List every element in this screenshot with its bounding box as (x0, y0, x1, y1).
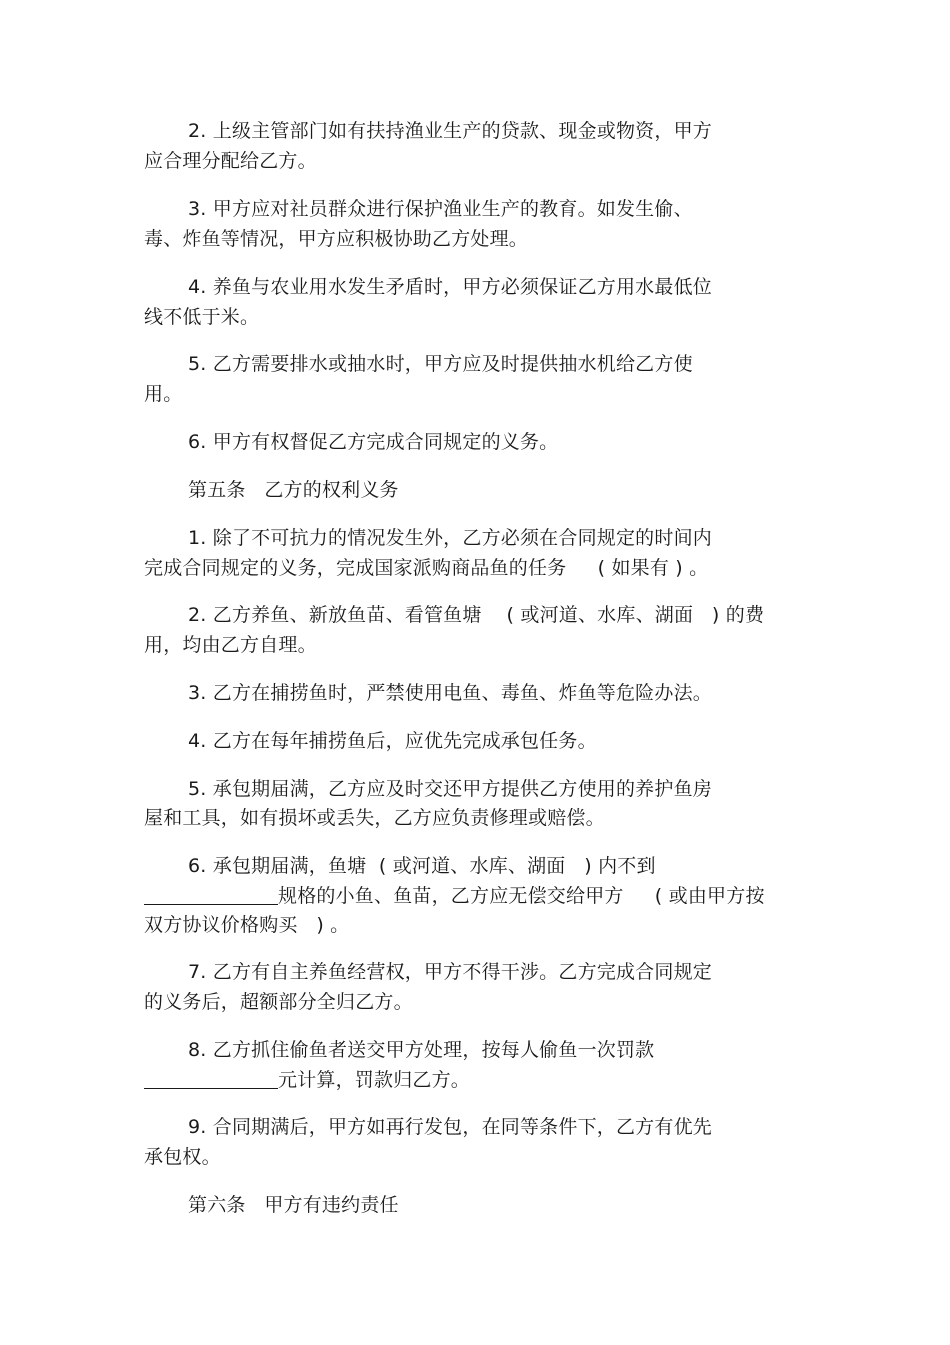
paragraph-line: 1. 除了不可抗力的情况发生外，乙方必须在合同规定的时间内 (188, 527, 712, 549)
paragraph-text: 元计算，罚款归乙方。 (278, 1069, 471, 1091)
paragraph-line: 应合理分配给乙方。 (144, 150, 317, 172)
paragraph-line-with-blank (144, 884, 765, 908)
paragraph-line: 6. 承包期届满，鱼塘 ( 或河道、水库、湖面 ) 内不到 (188, 855, 656, 877)
paragraph-line: 2. 乙方养鱼、新放鱼苗、看管鱼塘 ( 或河道、水库、湖面 ) 的费 (188, 604, 765, 626)
fill-in-blank[interactable] (144, 884, 278, 905)
paragraph-line: 的义务后，超额部分全归乙方。 (144, 991, 413, 1013)
paragraph-line-with-blank (144, 1068, 470, 1092)
paragraph-line: 4. 养鱼与农业用水发生矛盾时，甲方必须保证乙方用水最低位 (188, 276, 712, 298)
paragraph-line: 5. 乙方需要排水或抽水时，甲方应及时提供抽水机给乙方使 (188, 353, 693, 375)
paragraph-line: 完成合同规定的义务，完成国家派购商品鱼的任务 ( 如果有 ) 。 (144, 557, 709, 579)
paragraph-line: 屋和工具，如有损坏或丢失，乙方应负责修理或赔偿。 (144, 807, 605, 829)
paragraph-line: 2. 上级主管部门如有扶持渔业生产的贷款、现金或物资，甲方 (188, 120, 712, 142)
paragraph-line: 9. 合同期满后，甲方如再行发包，在同等条件下，乙方有优先 (188, 1116, 712, 1138)
paragraph-line: 线不低于米。 (144, 306, 260, 328)
paragraph-line: 用。 (144, 383, 183, 405)
paragraph-line: 7. 乙方有自主养鱼经营权，甲方不得干涉。乙方完成合同规定 (188, 961, 712, 983)
paragraph-line: 双方协议价格购买 ) 。 (144, 914, 350, 936)
paragraph-line: 用，均由乙方自理。 (144, 634, 317, 656)
paragraph-line: 毒、炸鱼等情况，甲方应积极协助乙方处理。 (144, 228, 529, 250)
section-heading: 第六条 甲方有违约责任 (188, 1194, 399, 1216)
paragraph-line: 3. 乙方在捕捞鱼时，严禁使用电鱼、毒鱼、炸鱼等危险办法。 (188, 682, 712, 704)
paragraph-line: 3. 甲方应对社员群众进行保护渔业生产的教育。如发生偷、 (188, 198, 693, 220)
paragraph-line: 6. 甲方有权督促乙方完成合同规定的义务。 (188, 431, 559, 453)
paragraph-line: 承包权。 (144, 1146, 221, 1168)
paragraph-text: 规格的小鱼、鱼苗，乙方应无偿交给甲方 ( 或由甲方按 (278, 885, 765, 907)
paragraph-line: 5. 承包期届满，乙方应及时交还甲方提供乙方使用的养护鱼房 (188, 778, 712, 800)
fill-in-blank[interactable] (144, 1068, 278, 1089)
paragraph-line: 4. 乙方在每年捕捞鱼后，应优先完成承包任务。 (188, 730, 597, 752)
paragraph-line: 8. 乙方抓住偷鱼者送交甲方处理，按每人偷鱼一次罚款 (188, 1039, 655, 1061)
section-heading: 第五条 乙方的权利义务 (188, 479, 399, 501)
